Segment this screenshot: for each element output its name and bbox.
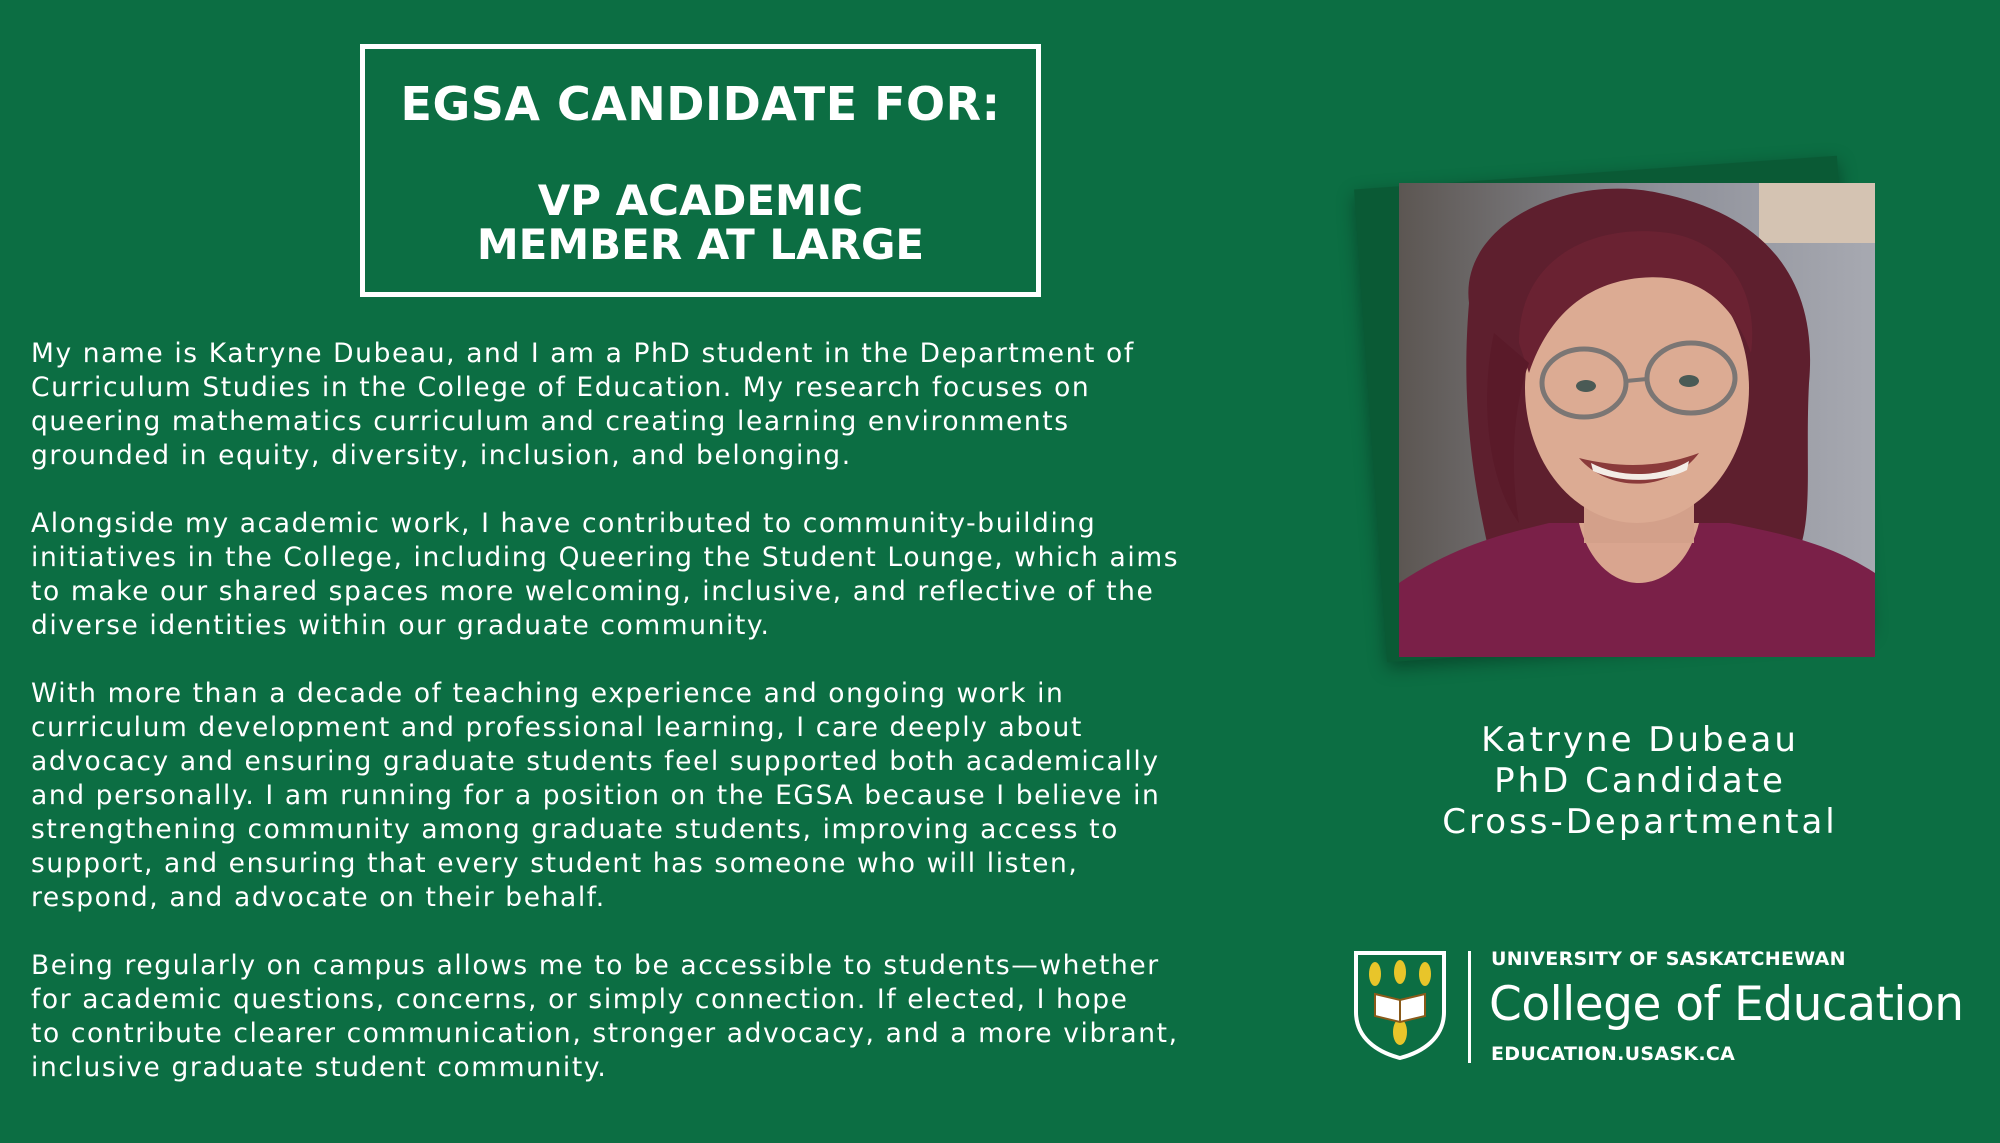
bio-paragraph: Being regularly on campus allows me to be accessible to students—whether for academic questions, concerns, or simply connection. If elected, I hope to contribute clearer communication, stronger advocacy, and a more vibrant, inclusive graduate student community. [31,950,1179,1083]
university-name: UNIVERSITY OF SASKATCHEWAN [1491,948,1846,970]
usask-crest-icon [1353,950,1447,1060]
bio-paragraph: My name is Katryne Dubeau, and I am a PhD student in the Department of Curriculum Studies in the College of Education. My research focuses on queering mathematics curriculum and creating learning environments grounded in equity, diversity, inclusion, and belonging. [31,338,1135,471]
bio-paragraph: With more than a decade of teaching experience and ongoing work in curriculum development and professional learning, I care deeply about advocacy and ensuring graduate students feel supported both academically and personally. I am running for a position on the EGSA because I believe in strengthening community among graduate students, improving access to support, and ensuring that every student has someone who will listen, respond, and advocate on their behalf. [31,678,1161,913]
college-url: EDUCATION.USASK.CA [1491,1043,1736,1065]
candidate-department: Cross-Departmental [1442,802,1838,842]
bio-paragraph: Alongside my academic work, I have contributed to community-building initiatives in the College, including Queering the Student Lounge, which aims to make our shared spaces more welcoming, inclusive, and reflective of the diverse identities within our graduate community. [31,508,1180,641]
candidate-name: Katryne Dubeau [1481,720,1799,760]
role-vp-academic: VP ACADEMIC [537,176,864,225]
logo-divider [1468,951,1471,1063]
candidate-degree: PhD Candidate [1494,761,1786,801]
college-name: College of Education [1489,977,1964,1032]
title-box [360,44,1041,297]
candidate-photo [1399,183,1875,657]
candidate-bio [31,337,1331,1119]
role-member-at-large: MEMBER AT LARGE [476,220,925,269]
page-title: EGSA CANDIDATE FOR: [400,77,1001,131]
